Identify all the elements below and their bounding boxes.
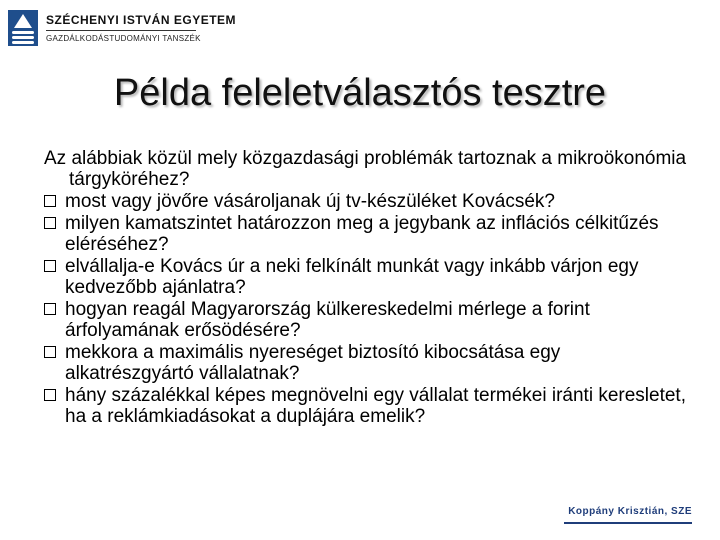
question-text: Az alábbiak közül mely közgazdasági problémák tartoznak a mikroökonómia tárgyköréhez? (44, 148, 687, 190)
footer-author: Koppány Krisztián, SZE (568, 506, 692, 517)
answer-option-text: elvállalja-e Kovács úr a neki felkínált munkát vagy inkább várjon egy kedvezőbb ajánlatra? (65, 256, 639, 298)
slide-content (44, 148, 694, 427)
slide-title: Példa feleletválasztós tesztre (113, 72, 607, 114)
checkbox-bullet-icon (44, 217, 56, 229)
header-divider (46, 30, 196, 31)
organization-name: SZÉCHENYI ISTVÁN EGYETEM (46, 13, 237, 27)
answer-option (44, 191, 694, 212)
checkbox-bullet-icon (44, 195, 56, 207)
footer-underline (564, 522, 692, 524)
answer-option (44, 342, 694, 384)
answer-option-text: hány százalékkal képes megnövelni egy vállalat termékei iránti keresletet, ha a reklámkiadásokat a duplájára emelik? (65, 385, 686, 427)
organization-block (46, 13, 236, 43)
answer-option (44, 299, 694, 341)
checkbox-bullet-icon (44, 303, 56, 315)
answer-option-text: mekkora a maximális nyereséget biztosító kibocsátása egy alkatrészgyártó vállalatnak? (65, 342, 561, 384)
answer-option-text: milyen kamatszintet határozzon meg a jegybank az inflációs célkitűzés eléréséhez? (65, 213, 659, 255)
answer-option-text: most vagy jövőre vásároljanak új tv-készüléket Kovácsék? (65, 191, 556, 212)
department-name: GAZDÁLKODÁSTUDOMÁNYI TANSZÉK (46, 34, 201, 43)
checkbox-bullet-icon (44, 260, 56, 272)
checkbox-bullet-icon (44, 346, 56, 358)
answer-option (44, 385, 694, 427)
answer-option (44, 256, 694, 298)
university-logo-icon (8, 10, 38, 46)
slide-header (8, 8, 236, 48)
answer-option (44, 213, 694, 255)
checkbox-bullet-icon (44, 389, 56, 401)
answer-option-text: hogyan reagál Magyarország külkereskedelmi mérlege a forint árfolyamának erősödésére? (65, 299, 590, 341)
